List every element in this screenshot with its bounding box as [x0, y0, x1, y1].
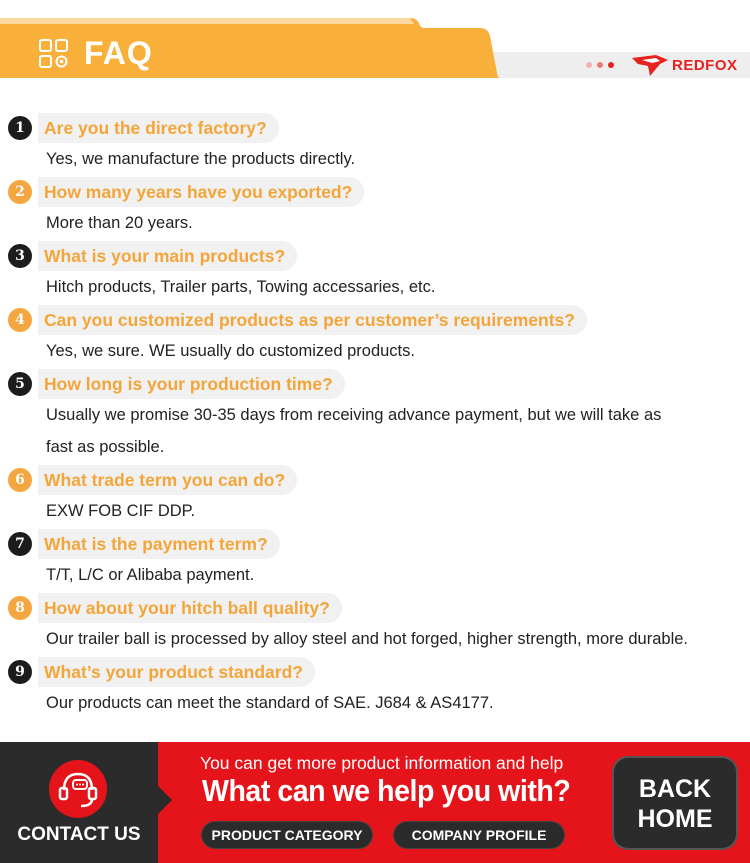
question-text: How many years have you exported?: [38, 177, 364, 207]
answer-text: T/T, L/C or Alibaba payment.: [46, 566, 255, 584]
answer-text: EXW FOB CIF DDP.: [46, 502, 196, 520]
grid-icon: [38, 38, 70, 70]
brand-name: REDFOX: [672, 57, 738, 74]
answer-text: Our products can meet the standard of SAE. J684 & AS4177.: [46, 694, 494, 712]
back-home-button[interactable]: [614, 758, 736, 848]
question-number-badge: 4: [8, 308, 32, 332]
answer-text: Usually we promise 30-35 days from receiving advance payment, but we will take as: [46, 406, 662, 424]
question-text: Can you customized products as per customer’s requirements?: [38, 305, 587, 335]
question-number-badge: 9: [8, 660, 32, 684]
footer-subtitle: You can get more product information and help: [200, 753, 564, 773]
company-profile-button[interactable]: COMPANY PROFILE: [394, 822, 564, 848]
decorative-dots: [586, 62, 626, 70]
question-text: What is the payment term?: [38, 529, 280, 559]
question-number-badge: 7: [8, 532, 32, 556]
question-text: What trade term you can do?: [38, 465, 297, 495]
contact-us-label: CONTACT US: [17, 824, 141, 845]
page-title: FAQ: [84, 35, 153, 71]
footer-banner: [0, 742, 750, 863]
product-category-button[interactable]: PRODUCT CATEGORY: [202, 822, 372, 848]
question-text: Are you the direct factory?: [38, 113, 279, 143]
answer-text: Yes, we manufacture the products directly.: [46, 150, 356, 168]
contact-us-button[interactable]: [0, 742, 158, 863]
answer-text: Hitch products, Trailer parts, Towing accessaries, etc.: [46, 278, 436, 296]
faq-header: [0, 0, 750, 96]
question-text: What’s your product standard?: [38, 657, 315, 687]
fox-logo-icon: [630, 52, 670, 78]
question-number-badge: 5: [8, 372, 32, 396]
back-home-line-1: BACK: [638, 775, 712, 803]
answer-text: Yes, we sure. WE usually do customized products.: [46, 342, 415, 360]
contact-arrow-icon: [158, 786, 172, 814]
footer-headline: What can we help you with?: [202, 773, 571, 808]
question-text: How long is your production time?: [38, 369, 345, 399]
question-text: How about your hitch ball quality?: [38, 593, 342, 623]
question-number-badge: 8: [8, 596, 32, 620]
customer-service-icon: [49, 760, 107, 818]
redfox-logo[interactable]: [630, 52, 740, 80]
answer-text: Our trailer ball is processed by alloy steel and hot forged, higher strength, more durable.: [46, 630, 689, 648]
question-text: What is your main products?: [38, 241, 297, 271]
answer-text: More than 20 years.: [46, 214, 193, 232]
question-number-badge: 3: [8, 244, 32, 268]
question-number-badge: 2: [8, 180, 32, 204]
question-number-badge: 6: [8, 468, 32, 492]
answer-text: fast as possible.: [46, 438, 165, 456]
back-home-line-2: HOME: [637, 805, 713, 833]
question-number-badge: 1: [8, 116, 32, 140]
